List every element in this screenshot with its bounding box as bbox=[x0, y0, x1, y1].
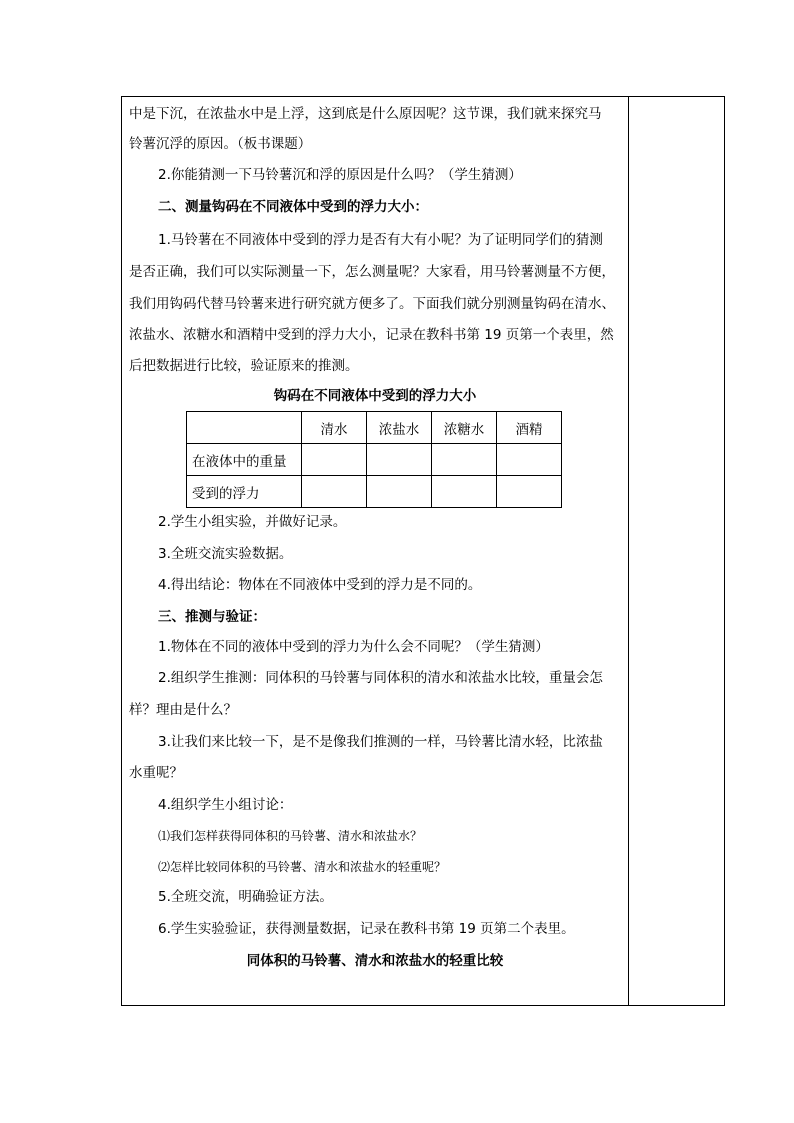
text-line: 后把数据进行比较，验证原来的推测。 bbox=[129, 358, 359, 374]
text-line: 中是下沉，在浓盐水中是上浮，这到底是什么原因呢？这节课，我们就来探究马 bbox=[129, 106, 602, 122]
text-line: 是否正确，我们可以实际测量一下，怎么测量呢？大家看，用马铃薯测量不方便， bbox=[129, 264, 615, 280]
text-line: 1.物体在不同的液体中受到的浮力为什么会不同呢？（学生猜测） bbox=[158, 639, 549, 655]
text-line: 2.组织学生推测：同体积的马铃薯与同体积的清水和浓盐水比较，重量会怎 bbox=[158, 670, 603, 686]
text-line: 1.马铃薯在不同液体中受到的浮力是否有大有小呢？为了证明同学们的猜测 bbox=[158, 232, 603, 248]
text-line: 4.组织学生小组讨论： bbox=[158, 797, 293, 813]
text-line: 样？理由是什么？ bbox=[129, 702, 237, 718]
table-cell bbox=[302, 476, 367, 508]
table-cell bbox=[497, 444, 562, 476]
table-row-label: 受到的浮力 bbox=[187, 476, 302, 508]
table-cell bbox=[432, 476, 497, 508]
text-line: 4.得出结论：物体在不同液体中受到的浮力是不同的。 bbox=[158, 577, 482, 593]
table-row-label: 在液体中的重量 bbox=[187, 444, 302, 476]
text-line: 我们用钩码代替马铃薯来进行研究就方便多了。下面我们就分别测量钩码在清水、 bbox=[129, 296, 615, 312]
table-cell bbox=[497, 476, 562, 508]
text-line: ⑵怎样比较同体积的马铃薯、清水和浓盐水的轻重呢？ bbox=[158, 860, 447, 874]
notes-cell bbox=[629, 97, 725, 1005]
text-line: 水重呢？ bbox=[129, 765, 183, 781]
section-heading: 二、测量钩码在不同液体中受到的浮力大小： bbox=[158, 199, 428, 215]
table-header-cell: 酒精 bbox=[497, 412, 562, 444]
text-line: 6.学生实验验证，获得测量数据，记录在教科书第 19 页第二个表里。 bbox=[158, 921, 575, 937]
lesson-plan-table bbox=[121, 96, 725, 1006]
section-heading: 三、推测与验证： bbox=[158, 609, 266, 625]
table-header-cell: 清水 bbox=[302, 412, 367, 444]
text-line: 3.全班交流实验数据。 bbox=[158, 546, 293, 562]
table-cell bbox=[367, 444, 432, 476]
text-line: 2.你能猜测一下马铃薯沉和浮的原因是什么吗？（学生猜测） bbox=[158, 167, 522, 183]
table-title: 钩码在不同液体中受到的浮力大小 bbox=[273, 388, 477, 404]
table-header-cell bbox=[187, 412, 302, 444]
table-header-cell: 浓盐水 bbox=[367, 412, 432, 444]
buoyancy-table bbox=[186, 411, 562, 508]
table-cell bbox=[432, 444, 497, 476]
text-line: 铃薯沉浮的原因。（板书课题） bbox=[129, 136, 312, 152]
table-header-cell: 浓糖水 bbox=[432, 412, 497, 444]
text-line: 3.让我们来比较一下，是不是像我们推测的一样，马铃薯比清水轻，比浓盐 bbox=[158, 734, 603, 750]
text-line: 2.学生小组实验，并做好记录。 bbox=[158, 514, 347, 530]
text-line: 浓盐水、浓糖水和酒精中受到的浮力大小，记录在教科书第 19 页第一个表里，然 bbox=[129, 327, 614, 343]
table-cell bbox=[302, 444, 367, 476]
table-row bbox=[187, 444, 562, 476]
text-line: 5.全班交流，明确验证方法。 bbox=[158, 889, 333, 905]
table-cell bbox=[367, 476, 432, 508]
text-line: ⑴我们怎样获得同体积的马铃薯、清水和浓盐水？ bbox=[158, 829, 423, 843]
table-header-row bbox=[187, 412, 562, 444]
table-row bbox=[187, 476, 562, 508]
table-title: 同体积的马铃薯、清水和浓盐水的轻重比较 bbox=[246, 953, 504, 969]
